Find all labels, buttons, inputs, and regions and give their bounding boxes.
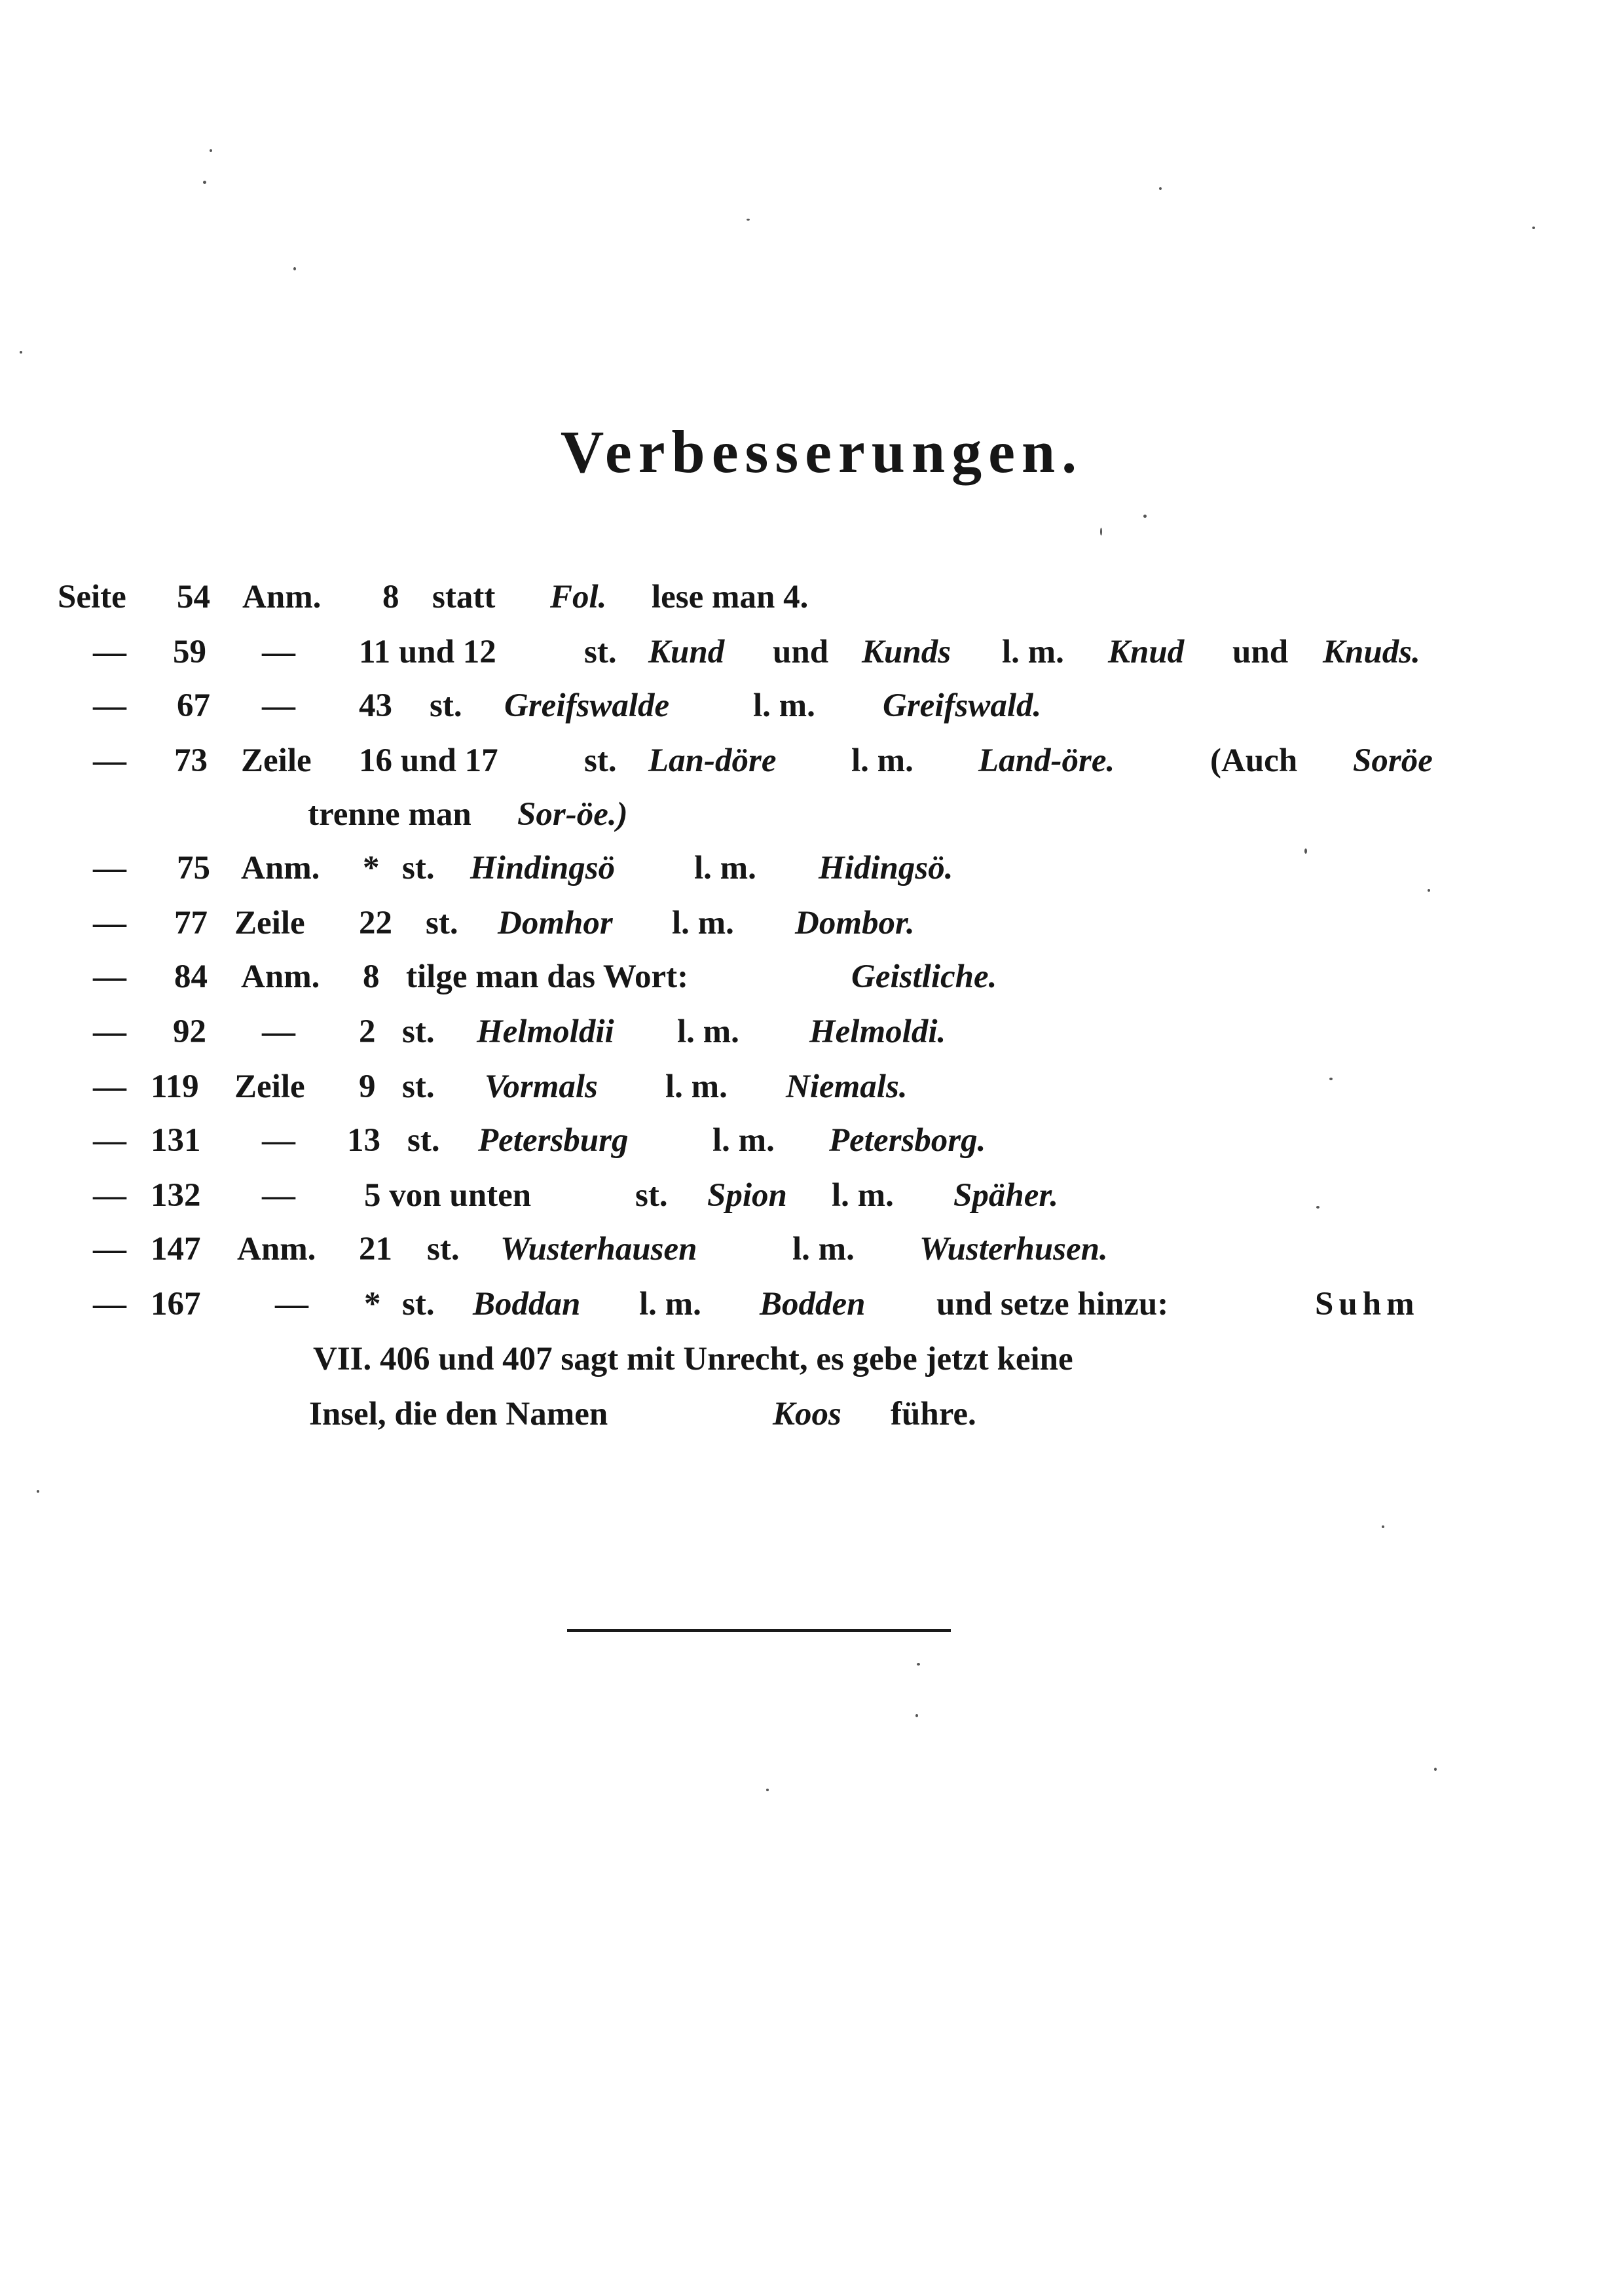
right-term: Knud	[1108, 634, 1185, 670]
wrong-term: Geistliche.	[851, 958, 997, 995]
correction-text: statt	[432, 579, 496, 615]
dash-mark: —	[93, 905, 126, 941]
wrong-term: Hindingsö	[470, 850, 616, 886]
right-term: Land-öre.	[978, 742, 1115, 779]
author-name: Suhm	[1315, 1286, 1420, 1322]
page-title: Verbesserungen.	[560, 418, 1084, 485]
line-number: 9	[359, 1068, 376, 1105]
wrong-term: Domhor	[498, 905, 613, 941]
correction-text: und	[1232, 634, 1289, 670]
location-type: —	[262, 1013, 295, 1050]
correction-text: st.	[402, 850, 435, 886]
page-number: 67	[177, 687, 210, 724]
dash-mark: —	[93, 1286, 126, 1322]
wrong-term: Lan-döre	[648, 742, 777, 779]
scan-speck	[20, 351, 22, 354]
end-rule	[567, 1629, 951, 1632]
scan-speck	[766, 1789, 769, 1791]
list-item	[0, 1059, 1624, 1114]
correction-text: l. m.	[851, 742, 913, 779]
right-term: Sor-öe.)	[517, 796, 628, 833]
wrong-term: Koos	[773, 1396, 841, 1432]
correction-text: l. m.	[832, 1177, 894, 1214]
line-number: 13	[347, 1122, 380, 1159]
right-term: Niemals.	[786, 1068, 908, 1105]
list-item-continuation	[0, 1387, 1624, 1442]
list-item	[0, 896, 1624, 951]
correction-text: l. m.	[1002, 634, 1064, 670]
correction-text: und setze hinzu:	[936, 1286, 1169, 1322]
scan-speck	[1434, 1768, 1437, 1771]
page-number: 54	[177, 579, 210, 615]
dash-mark: —	[93, 742, 126, 779]
wrong-term: Soröe	[1353, 742, 1433, 779]
line-number: *	[364, 1286, 381, 1322]
correction-text: l. m.	[792, 1231, 855, 1267]
scan-speck	[747, 219, 750, 221]
page-number: 59	[173, 634, 206, 670]
dash-mark: —	[93, 1013, 126, 1050]
correction-text: st.	[402, 1286, 435, 1322]
correction-text: l. m.	[694, 850, 756, 886]
scan-speck	[210, 149, 212, 152]
page-number: 131	[151, 1122, 201, 1159]
correction-text: l. m.	[753, 687, 815, 724]
scan-speck	[1532, 227, 1535, 229]
correction-text: trenne man	[308, 796, 471, 833]
dash-mark: —	[93, 1177, 126, 1214]
scan-speck	[203, 181, 206, 184]
scan-speck	[1159, 187, 1162, 190]
dash-mark: —	[93, 634, 126, 670]
seite-label: Seite	[58, 579, 126, 615]
right-term: Greifswald.	[883, 687, 1042, 724]
location-type: Anm.	[241, 850, 320, 886]
page-number: 132	[151, 1177, 201, 1214]
correction-text: l. m.	[672, 905, 734, 941]
wrong-term: Petersburg	[478, 1122, 629, 1159]
list-item	[0, 678, 1624, 733]
scan-speck	[915, 1714, 918, 1717]
line-number: 5 von unten	[364, 1177, 532, 1214]
list-item	[0, 841, 1624, 896]
wrong-term: Helmoldii	[477, 1013, 614, 1050]
wrong-term: Greifswalde	[504, 687, 670, 724]
location-type: Anm.	[242, 579, 322, 615]
right-term: Wusterhusen.	[919, 1231, 1108, 1267]
correction-text: st.	[584, 742, 617, 779]
wrong-term: Vormals	[485, 1068, 598, 1105]
correction-text: st.	[407, 1122, 440, 1159]
wrong-term: Spion	[707, 1177, 787, 1214]
list-item	[0, 1277, 1624, 1332]
correction-text: l. m.	[639, 1286, 701, 1322]
right-term: Helmoldi.	[809, 1013, 946, 1050]
list-item	[0, 570, 1624, 625]
correction-text: lese man 4.	[652, 579, 809, 615]
right-term: Petersborg.	[829, 1122, 986, 1159]
scan-speck	[37, 1490, 39, 1493]
scan-speck	[1428, 889, 1430, 892]
wrong-term: Fol.	[550, 579, 607, 615]
correction-text: (Auch	[1210, 742, 1298, 779]
correction-text: st.	[402, 1068, 435, 1105]
location-type: Zeile	[234, 905, 305, 941]
right-term: Hidingsö.	[819, 850, 953, 886]
correction-text: Insel, die den Namen	[309, 1396, 608, 1432]
correction-text: st.	[402, 1013, 435, 1050]
list-item	[0, 1168, 1624, 1223]
correction-text: st.	[584, 634, 617, 670]
correction-text: st.	[427, 1231, 460, 1267]
dash-mark: —	[93, 1231, 126, 1267]
correction-text: l. m.	[677, 1013, 739, 1050]
list-item	[0, 1222, 1624, 1277]
right-term: Bodden	[760, 1286, 866, 1322]
correction-text: l. m.	[712, 1122, 775, 1159]
page-number: 77	[174, 905, 208, 941]
list-item	[0, 1004, 1624, 1059]
page-number: 147	[151, 1231, 201, 1267]
page-number: 119	[151, 1068, 199, 1105]
correction-text: VII. 406 und 407 sagt mit Unrecht, es gebe jetzt keine	[313, 1341, 1073, 1377]
location-type: —	[262, 1122, 295, 1159]
location-type: —	[262, 687, 295, 724]
location-type: —	[262, 1177, 295, 1214]
list-item-continuation	[0, 1332, 1624, 1387]
dash-mark: —	[93, 687, 126, 724]
location-type: Anm.	[237, 1231, 316, 1267]
right-term: Dombor.	[795, 905, 915, 941]
location-type: Anm.	[241, 958, 320, 995]
wrong-term: Wusterhausen	[500, 1231, 697, 1267]
wrong-term: Kunds	[862, 634, 951, 670]
scan-speck	[1316, 1206, 1320, 1209]
line-number: 16 und 17	[359, 742, 498, 779]
dash-mark: —	[93, 1122, 126, 1159]
location-type: —	[275, 1286, 308, 1322]
dash-mark: —	[93, 1068, 126, 1105]
location-type: Zeile	[241, 742, 312, 779]
line-number: 8	[382, 579, 399, 615]
scan-speck	[293, 267, 296, 270]
line-number: 8	[363, 958, 380, 995]
page-number: 92	[173, 1013, 206, 1050]
correction-text: st.	[426, 905, 458, 941]
wrong-term: Kund	[648, 634, 725, 670]
correction-text: l. m.	[665, 1068, 728, 1105]
page-number: 73	[174, 742, 208, 779]
right-term: Knuds.	[1323, 634, 1420, 670]
line-number: *	[363, 850, 380, 886]
correction-text: und	[773, 634, 829, 670]
correction-text: führe.	[891, 1396, 976, 1432]
correction-text: st.	[430, 687, 462, 724]
line-number: 2	[359, 1013, 376, 1050]
scan-speck	[1143, 515, 1147, 518]
correction-text: st.	[635, 1177, 668, 1214]
list-item-continuation	[0, 787, 1624, 842]
line-number: 11 und 12	[359, 634, 496, 670]
scan-speck	[1100, 528, 1102, 536]
location-type: —	[262, 634, 295, 670]
list-item	[0, 1113, 1624, 1168]
list-item	[0, 733, 1624, 788]
page-number: 75	[177, 850, 210, 886]
dash-mark: —	[93, 958, 126, 995]
dash-mark: —	[93, 850, 126, 886]
list-item	[0, 949, 1624, 1004]
correction-text: tilge man das Wort:	[406, 958, 689, 995]
wrong-term: Boddan	[473, 1286, 581, 1322]
scan-speck	[1329, 1078, 1333, 1080]
page-number: 167	[151, 1286, 201, 1322]
page-number: 84	[174, 958, 208, 995]
scan-speck	[1382, 1525, 1384, 1528]
line-number: 21	[359, 1231, 392, 1267]
line-number: 22	[359, 905, 392, 941]
right-term: Späher.	[953, 1177, 1059, 1214]
line-number: 43	[359, 687, 392, 724]
location-type: Zeile	[234, 1068, 305, 1105]
scan-speck	[917, 1663, 920, 1666]
list-item	[0, 625, 1624, 680]
scan-speck	[1304, 848, 1307, 854]
